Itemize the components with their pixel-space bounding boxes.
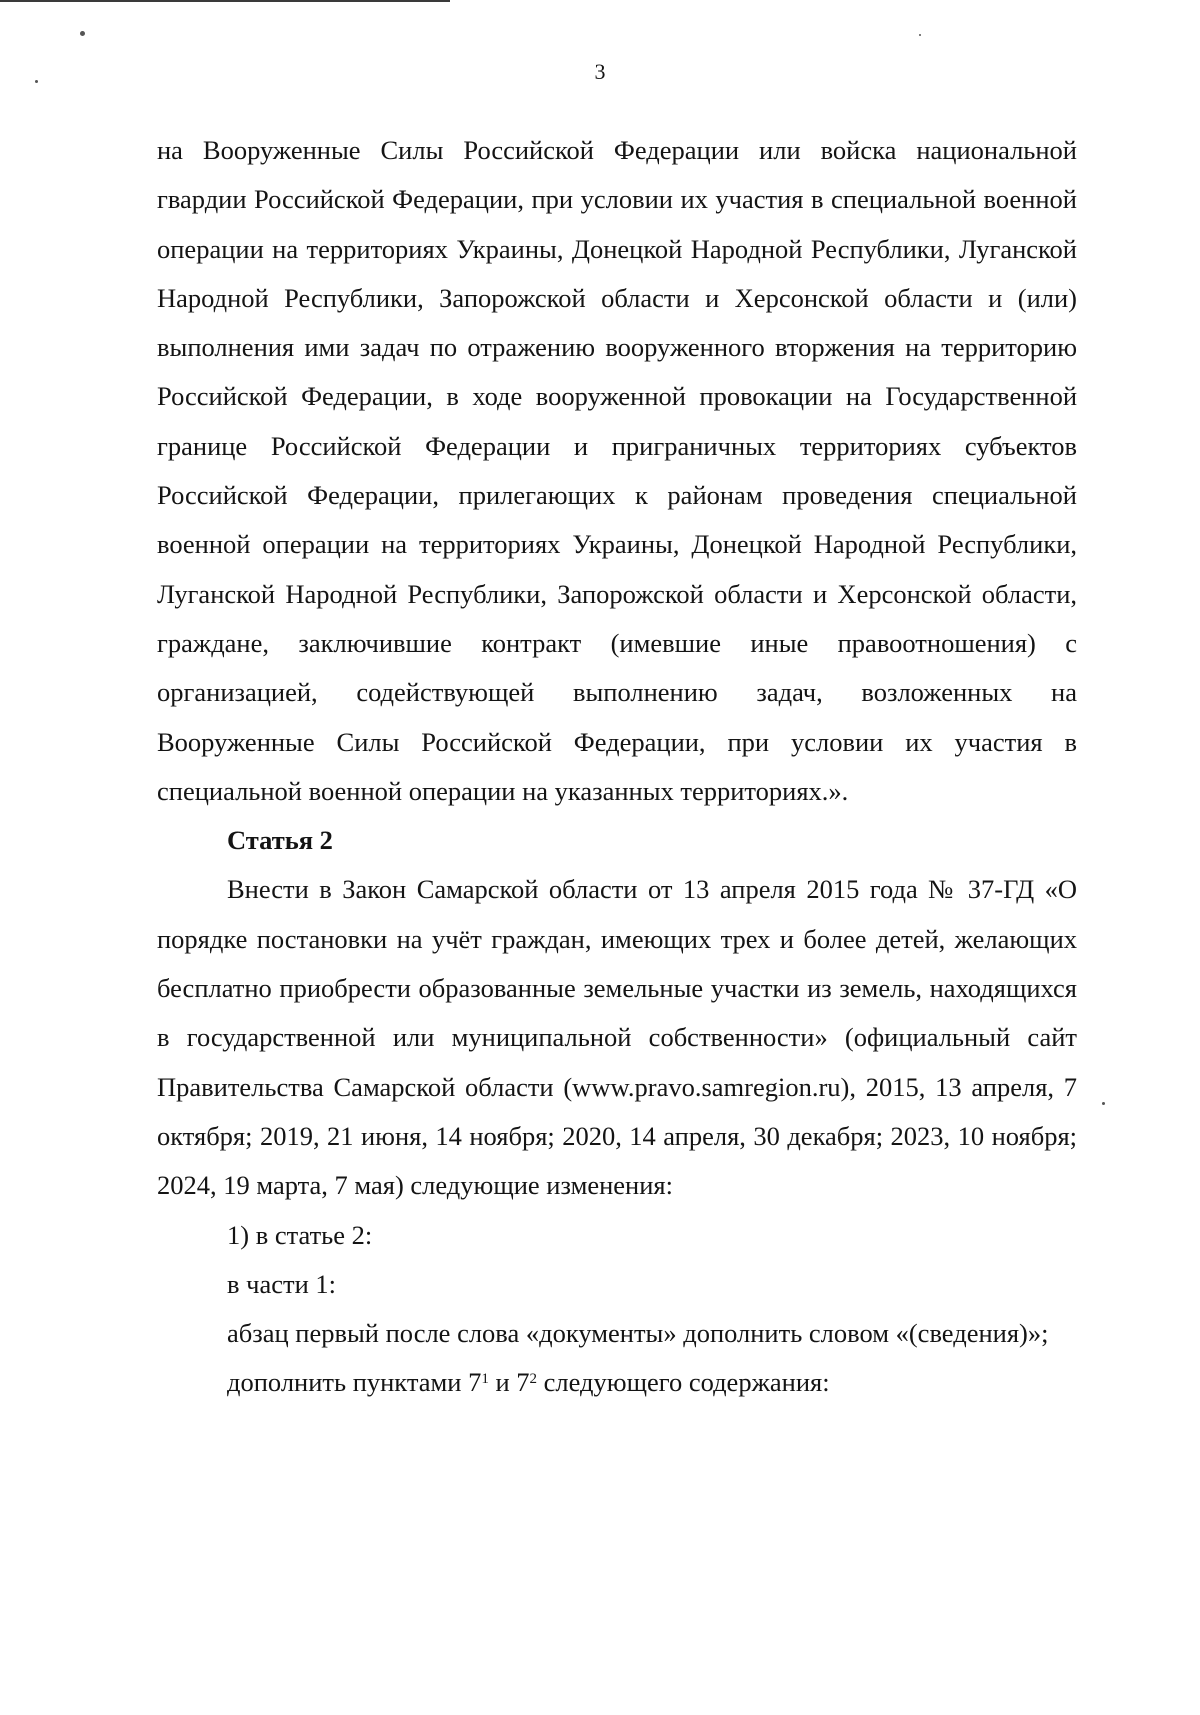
add-points-mid: и 7 <box>488 1367 530 1398</box>
superscript-2: 2 <box>529 1371 538 1388</box>
add-points-suffix: следующего содержания: <box>537 1367 830 1398</box>
paragraph-amendment-intro: Внести в Закон Самарской области от 13 апреля 2015 года № 37-ГД «О порядке постановки на учёт граждан, имеющих трех и более детей, желающих бесплатно приобрести образованные земельные участки из земель, находящихся в государственной или муниципальной собственности» (официальный сайт Правительства Самарской области (www.pravo.samregion.ru), 2015, 13 апреля, 7 октября; 2019, 21 июня, 14 ноября; 2020, 14 апреля, 30 декабря; 2023, 10 ноября; 2024, 19 марта, 7 мая) следующие изменения: <box>157 874 1077 1201</box>
sub-item-part-1: в части 1: <box>227 1268 336 1299</box>
article-heading: Статья 2 <box>227 825 333 856</box>
page-number: 3 <box>594 59 606 84</box>
document-body <box>157 126 1077 1408</box>
paragraph-abzac: абзац первый после слова «документы» дополнить словом «(сведения)»; <box>227 1318 1049 1349</box>
scan-edge-line <box>0 0 450 2</box>
list-item-1: 1) в статье 2: <box>227 1219 373 1250</box>
scan-speck <box>1102 1102 1105 1105</box>
scan-speck <box>80 31 85 36</box>
paragraph-continuation: на Вооруженные Силы Российской Федерации или войска национальной гвардии Российской Федерации, при условии их участия в специальной военной операции на территориях Украины, Донецкой Народной Республики, Луганской Народной Республики, Запорожской области и Херсонской области и (или) выполнения ими задач по отражению вооруженного вторжения на территорию Российской Федерации, в ходе вооруженной провокации на Государственной границе Российской Федерации и приграничных территориях субъектов Российской Федерации, прилегающих к районам проведения специальной военной операции на территориях Украины, Донецкой Народной Республики, Луганской Народной Республики, Запорожской области и Херсонской области, граждане, заключившие контракт (имевшие иные правоотношения) с организацией, содействующей выполнению задач, возложенных на Вооруженные Силы Российской Федерации, при условии их участия в специальной военной операции на указанных территориях.». <box>157 135 1077 806</box>
scan-speck <box>919 34 921 36</box>
paragraph-add-points <box>157 1358 1077 1407</box>
superscript-1: 1 <box>481 1371 489 1388</box>
add-points-prefix: дополнить пунктами 7 <box>227 1367 482 1398</box>
